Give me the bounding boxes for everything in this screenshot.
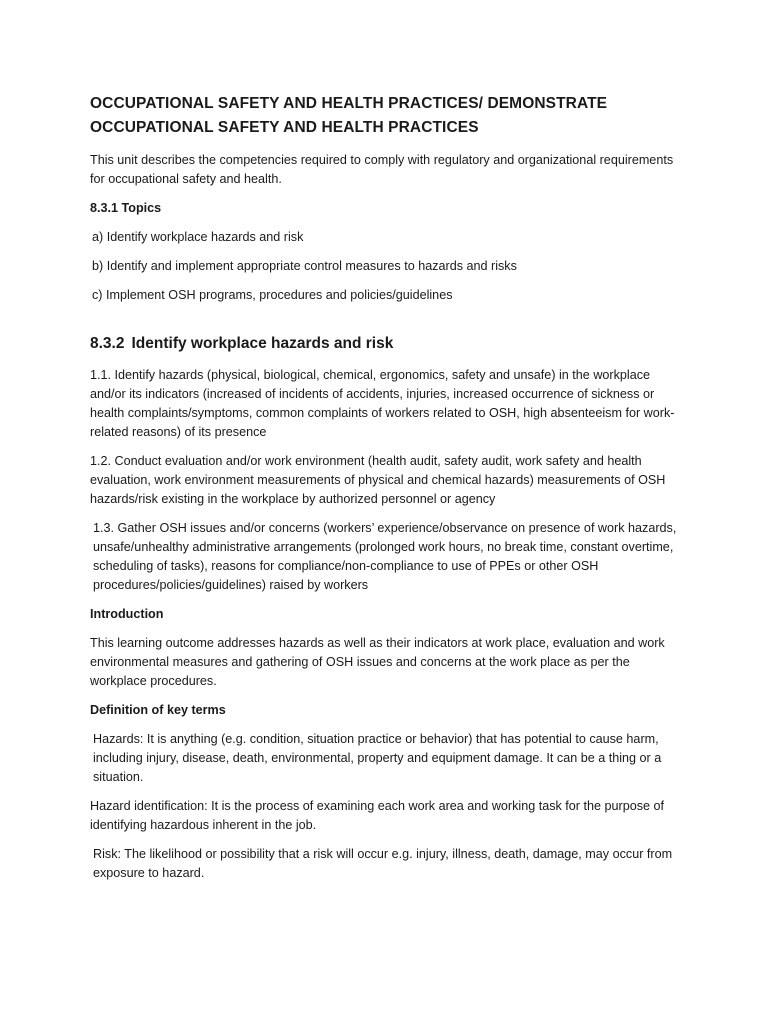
item-paragraph: 1.3. Gather OSH issues and/or concerns (workers’ experience/observance on presence of work hazards, unsafe/unhealthy administrative arrangements (prolonged work hours, no break time, constant overtime, scheduling of tasks), reasons for compliance/non-compliance to use of PPEs or other OSH procedures/policies/guidelines) raised by workers <box>93 521 677 592</box>
section-heading <box>90 333 682 355</box>
introduction-heading: Introduction <box>90 607 164 621</box>
section-number: 8.3.2 <box>90 335 125 352</box>
definitions-heading: Definition of key terms <box>90 703 226 717</box>
item-paragraph: 1.1. Identify hazards (physical, biological, chemical, ergonomics, safety and unsafe) in the workplace and/or its indicators (increased of incidents of accidents, injuries, increased occurrence of sickness or health complaints/symptoms, common complaints of workers related to OSH, high absenteeism for work-related reasons) of its presence <box>90 368 675 439</box>
topic-item: a) Identify workplace hazards and risk <box>92 230 304 244</box>
definition-hazards: Hazards: It is anything (e.g. condition, situation practice or behavior) that has potential to cause harm, including injury, disease, death, environmental, property and equipment damage. It can be a thing or a situation. <box>93 732 662 784</box>
introduction-paragraph: This learning outcome addresses hazards as well as their indicators at work place, evaluation and work environmental measures and gathering of OSH issues and concerns at the work place as per the workplace procedures. <box>90 636 665 688</box>
definition-hazard-identification: Hazard identification: It is the process of examining each work area and working task for the purpose of identifying hazardous inherent in the job. <box>90 799 665 832</box>
topic-item: b) Identify and implement appropriate control measures to hazards and risks <box>92 259 517 273</box>
topics-heading: 8.3.1 Topics <box>90 201 162 215</box>
document-title <box>90 92 682 140</box>
item-paragraph: 1.2. Conduct evaluation and/or work environment (health audit, safety audit, work safety and health evaluation, work environment measurements of physical and chemical hazards) measurements of OSH hazards/risk existing in the workplace by authorized personnel or agency <box>90 454 666 506</box>
topic-item: c) Implement OSH programs, procedures and policies/guidelines <box>92 288 453 302</box>
intro-paragraph: This unit describes the competencies required to comply with regulatory and organizational requirements for occupational safety and health. <box>90 153 674 186</box>
topics-list <box>90 228 682 305</box>
title-line-1: OCCUPATIONAL SAFETY AND HEALTH PRACTICES/ DEMONSTRATE <box>90 95 608 112</box>
definition-risk: Risk: The likelihood or possibility that a risk will occur e.g. injury, illness, death, damage, may occur from exposure to hazard. <box>93 847 673 880</box>
title-line-2: OCCUPATIONAL SAFETY AND HEALTH PRACTICES <box>90 119 479 136</box>
section-title: Identify workplace hazards and risk <box>131 335 394 352</box>
